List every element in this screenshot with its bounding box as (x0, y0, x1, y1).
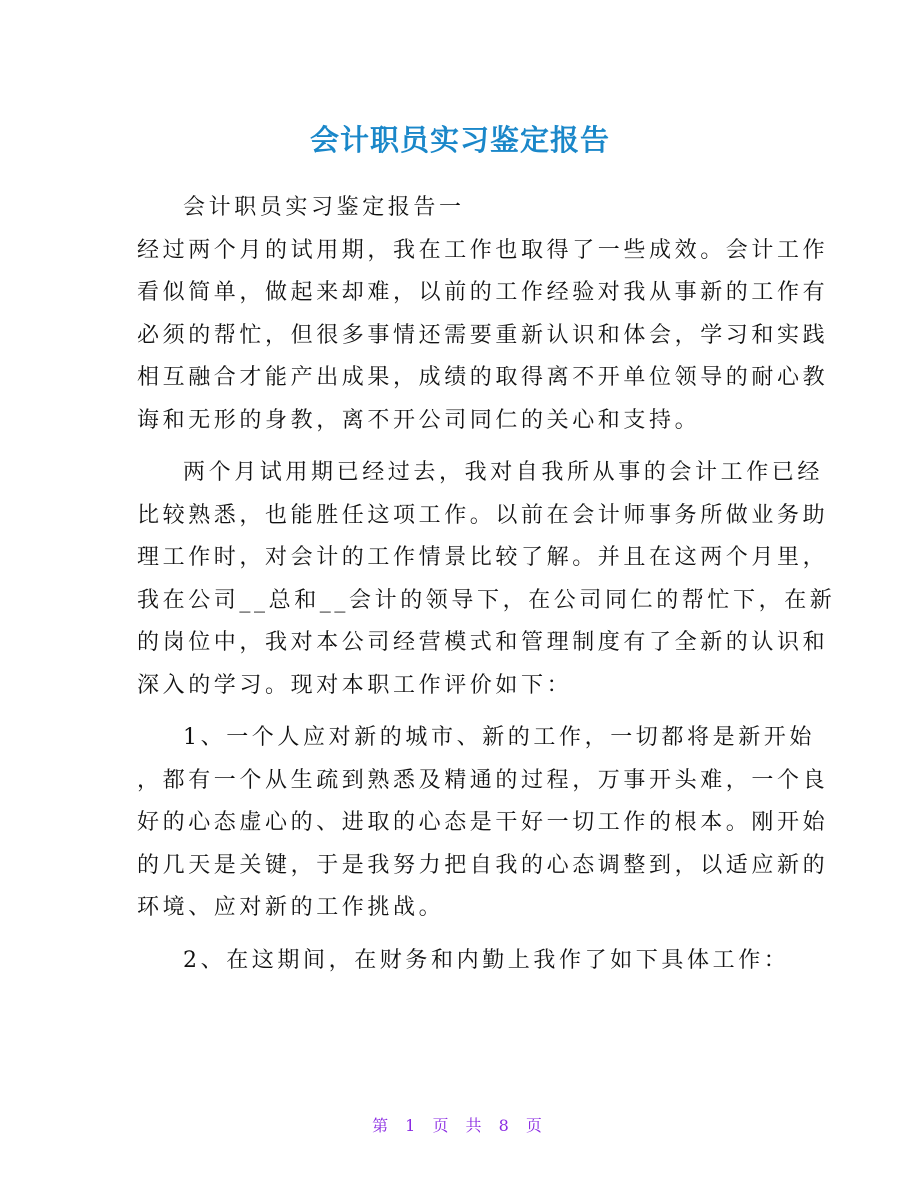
paragraph-line: 环境、应对新的工作挑战。 (137, 895, 445, 920)
paragraph-line: 2、在这期间，在财务和内勤上我作了如下具体工作： (183, 947, 790, 973)
paragraph-line: ，都有一个从生疏到熟悉及精通的过程，万事开头难，一个良 (137, 767, 829, 793)
paragraph-line: 我在公司__总和__会计的领导下，在公司同仁的帮忙下，在新 (137, 587, 836, 613)
paragraph-line: 深入的学习。现对本职工作评价如下： (137, 672, 573, 698)
paragraph-line: 的几天是关键，于是我努力把自我的心态调整到，以适应新的 (137, 852, 829, 878)
paragraph-line: 的岗位中，我对本公司经营模式和管理制度有了全新的认识和 (137, 630, 829, 655)
paragraph-line: 看似简单，做起来却难，以前的工作经验对我从事新的工作有 (137, 280, 829, 305)
paragraph-line: 两个月试用期已经过去，我对自我所从事的会计工作已经 (183, 460, 824, 485)
document-title: 会计职员实习鉴定报告 (309, 123, 610, 157)
paragraph-line: 必须的帮忙，但很多事情还需要重新认识和体会，学习和实践 (137, 322, 829, 348)
document-body (137, 187, 836, 982)
paragraph-line: 理工作时，对会计的工作情景比较了解。并且在这两个月里， (137, 545, 829, 570)
paragraph-line: 1、一个人应对新的城市、新的工作，一切都将是新开始 (183, 725, 815, 750)
paragraph-4 (137, 940, 790, 983)
paragraph-2 (137, 452, 836, 707)
page-indicator: 第 1 页 共 8 页 (372, 1116, 548, 1135)
paragraph-line: 诲和无形的身教，离不开公司同仁的关心和支持。 (137, 407, 701, 433)
paragraph-3 (137, 717, 829, 930)
paragraph-line: 相互融合才能产出成果，成绩的取得离不开单位领导的耐心教 (137, 365, 829, 390)
paragraph-line: 比较熟悉，也能胜任这项工作。以前在会计师事务所做业务助 (137, 502, 829, 528)
paragraph-line: 好的心态虚心的、进取的心态是干好一切工作的根本。刚开始 (137, 810, 829, 835)
section-heading: 会计职员实习鉴定报告一 (183, 195, 465, 220)
paragraph-1 (137, 230, 829, 443)
paragraph-line: 经过两个月的试用期，我在工作也取得了一些成效。会计工作 (137, 237, 829, 263)
